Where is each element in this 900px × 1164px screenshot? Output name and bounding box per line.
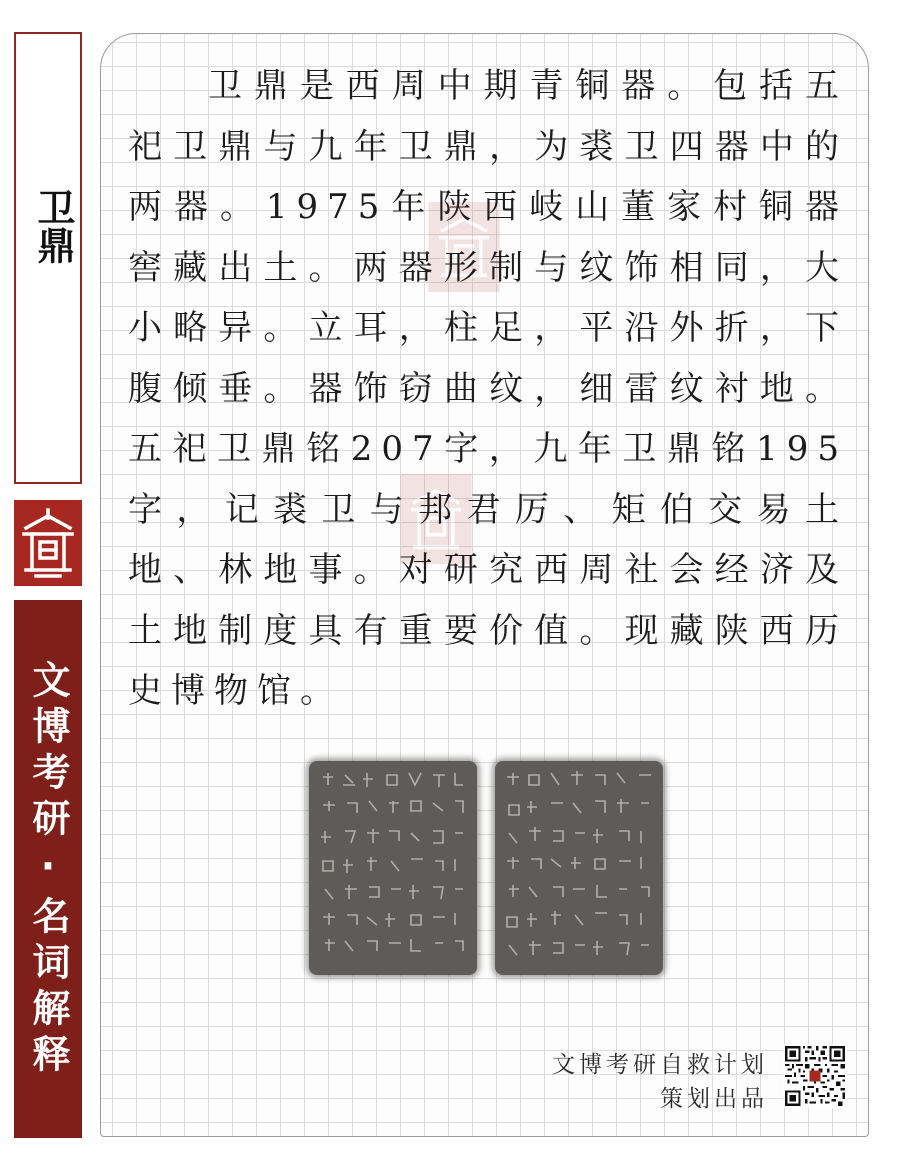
content-card [100,33,869,1137]
rubbing-glyphs-icon [495,761,663,975]
inscription-rubbing-right [495,761,663,975]
footer-credit: 文博考研自救计划 [552,1052,768,1078]
series-banner [14,600,82,1138]
inscription-rubbing-left [309,761,477,975]
qr-code-icon[interactable] [783,1044,847,1108]
footer-subtitle: 策划出品 [660,1086,768,1112]
page-title: 卫鼎 [31,188,75,264]
rubbing-glyphs-icon [309,761,477,975]
seal-glyph-icon [14,500,82,586]
title-box [14,32,82,484]
seal-icon [14,500,82,586]
series-title: 文博考研·名词解释 [26,660,70,1080]
article-body: 卫鼎是西周中期青铜器。包括五祀卫鼎与九年卫鼎，为裘卫四器中的两器。1975年陕西岐山董家村铜器窖藏出土。两器形制与纹饰相同，大小略异。立耳，柱足，平沿外折，下腹倾垂。器饰窃曲纹，细雷纹衬地。五祀卫鼎铭207字，九年卫鼎铭195字，记裘卫与邦君厉、矩伯交易土地、林地事。对研究西周社会经济及土地制度具有重要价值。现藏陕西历史博物馆。 [128,66,848,711]
